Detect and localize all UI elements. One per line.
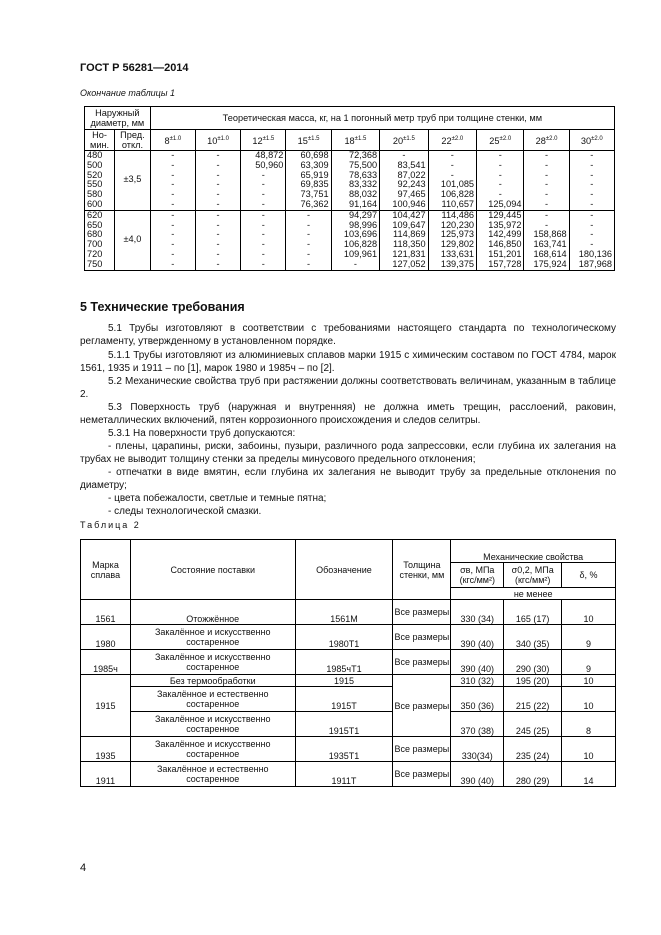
- table-row: 650 - - - - 98,996 109,647 120,230 135,972 - -: [85, 221, 615, 231]
- table-row: 1980 Закалённое и искусственно состаренное 1980Т1 Все размеры 390 (40) 340 (35) 9: [81, 625, 616, 650]
- paragraph-5-1-1: 5.1.1 Трубы изготовляют из алюминиевых сплавов марки 1915 с химическим составом по ГОСТ 4784, марок 1561, 1935 и 1911 – по [1], марок 1980 и 1985ч – по [2].: [80, 350, 616, 375]
- nominal-header: Но-мин.: [85, 130, 115, 151]
- table1-caption: Окончание таблицы 1: [80, 88, 175, 98]
- bullet-lubricant: - следы технологической смазки.: [108, 506, 262, 517]
- section-heading: 5 Технические требования: [80, 300, 245, 314]
- thickness-18-header: $18^{\pm 1.5}$: [331, 130, 379, 151]
- table-row: 700 - - - - 106,828 118,350 129,802 146,850 163,741 -: [85, 240, 615, 250]
- table-row: 680 - - - - 103,696 114,869 125,973 142,499 158,868 -: [85, 230, 615, 240]
- deviation-cell: ±4,0: [115, 210, 151, 270]
- table-row: 550 - - - 69,835 83,332 92,243 101,085 - - -: [85, 180, 615, 190]
- thickness-12-header: $12^{\pm 1.5}$: [241, 130, 286, 151]
- state-header: Состояние поставки: [130, 540, 295, 600]
- mass-header: Теоретическая масса, кг, на 1 погонный метр труб при толщине стенки, мм: [150, 107, 614, 130]
- table-row: 480 ±3,5 - - 48,872 60,698 72,368 - - - - -: [85, 151, 615, 161]
- table-row: 1915 Без термообработки 1915 Все размеры 310 (32) 195 (20) 10: [81, 675, 616, 687]
- table-row: 750 - - - - - 127,052 139,375 157,728 175,924 187,968: [85, 260, 615, 270]
- table1-pipe-mass: [84, 106, 615, 271]
- table-row: 600 - - - 76,362 91,164 100,946 110,657 125,094 - -: [85, 200, 615, 210]
- not-less-header: не менее: [451, 588, 616, 600]
- thickness-8-header: $8^{\pm 1.0}$: [150, 130, 195, 151]
- table-row: 1935 Закалённое и искусственно состаренное 1935Т1 Все размеры 330(34) 235 (24) 10: [81, 737, 616, 762]
- table-row: 720 - - - - 109,961 121,831 133,631 151,201 168,614 180,136: [85, 250, 615, 260]
- grade-header: Марка сплава: [81, 540, 131, 600]
- paragraph-5-1: 5.1 Трубы изготовляют в соответствии с требованиями настоящего стандарта по технологическому регламенту, утвержденному в установленном порядке.: [80, 323, 616, 348]
- table-row: 520 - - - 65,919 78,633 87,022 - - - -: [85, 171, 615, 181]
- thickness-10-header: $10^{\pm 1.0}$: [195, 130, 240, 151]
- bullet-defects: - плены, царапины, риски, забоины, пузыри, различного рода запрессовки, если глубина их залегания на трубах не выводит толщину стенки за пределы минусового предельного отклонения;: [80, 441, 616, 466]
- table-row: Закалённое и естественно состаренное 1915Т 350 (36) 215 (22) 10: [81, 687, 616, 712]
- thickness-20-header: $20^{\pm 1.5}$: [380, 130, 428, 151]
- paragraph-5-3-1: 5.3.1 На поверхности труб допускаются:: [108, 428, 296, 439]
- bullet-tarnish: - цвета побежалости, светлые и темные пятна;: [108, 493, 327, 504]
- table-row: 1985ч Закалённое и искусственно состаренное 1985чТ1 Все размеры 390 (40) 290 (30) 9: [81, 650, 616, 675]
- paragraph-5-3: 5.3 Поверхность труб (наружная и внутренняя) не должна иметь трещин, расслоений, раковин, неметаллических включений, пятен коррозионного происхождения и следов селитры.: [80, 402, 616, 427]
- delta-header: δ, %: [562, 563, 616, 588]
- sigma-b-header: σв, МПа (кгс/мм²): [451, 563, 504, 588]
- table-row: 1911 Закалённое и естественно состаренное 1911Т Все размеры 390 (40) 280 (29) 14: [81, 762, 616, 787]
- thickness-28-header: $28^{\pm 2.0}$: [524, 130, 569, 151]
- deviation-header: Пред. откл.: [115, 130, 151, 151]
- table-row: 500 - - 50,960 63,309 75,500 83,541 - - - -: [85, 161, 615, 171]
- table-row: Закалённое и искусственно состаренное 1915Т1 370 (38) 245 (25) 8: [81, 712, 616, 737]
- paragraph-5-2: 5.2 Механические свойства труб при растяжении должны соответствовать величинам, указанным в таблице 2.: [80, 376, 616, 401]
- thickness-25-header: $25^{\pm 2.0}$: [477, 130, 524, 151]
- outer-diameter-header: Наружный диаметр, мм: [85, 107, 151, 130]
- deviation-cell: ±3,5: [115, 151, 151, 211]
- thickness-22-header: $22^{\pm 2.0}$: [428, 130, 476, 151]
- table-row: 1561 Отожжённое 1561М Все размеры 330 (34) 165 (17) 10: [81, 600, 616, 625]
- bullet-dents: - отпечатки в виде вмятин, если глубина их залегания не выводит трубу за предельные отклонения по диаметру;: [80, 467, 616, 492]
- table2-mechanical-properties: [80, 539, 616, 787]
- thickness-30-header: $30^{\pm 2.0}$: [569, 130, 614, 151]
- table-row: 620 ±4,0 - - - - 94,297 104,427 114,486 129,445 - -: [85, 210, 615, 220]
- sigma-02-header: σ0,2, МПа (кгс/мм²): [504, 563, 562, 588]
- document-title: ГОСТ Р 56281—2014: [80, 62, 189, 74]
- thickness-header: Толщина стенки, мм: [393, 540, 451, 600]
- table2-label: Таблица 2: [80, 520, 141, 530]
- mech-header: Механические свойства: [451, 540, 616, 563]
- thickness-15-header: $15^{\pm 1.5}$: [286, 130, 331, 151]
- designation-header: Обозначение: [295, 540, 393, 600]
- page-number: 4: [80, 862, 87, 874]
- table-row: 580 - - - 73,751 88,032 97,465 106,828 - - -: [85, 190, 615, 200]
